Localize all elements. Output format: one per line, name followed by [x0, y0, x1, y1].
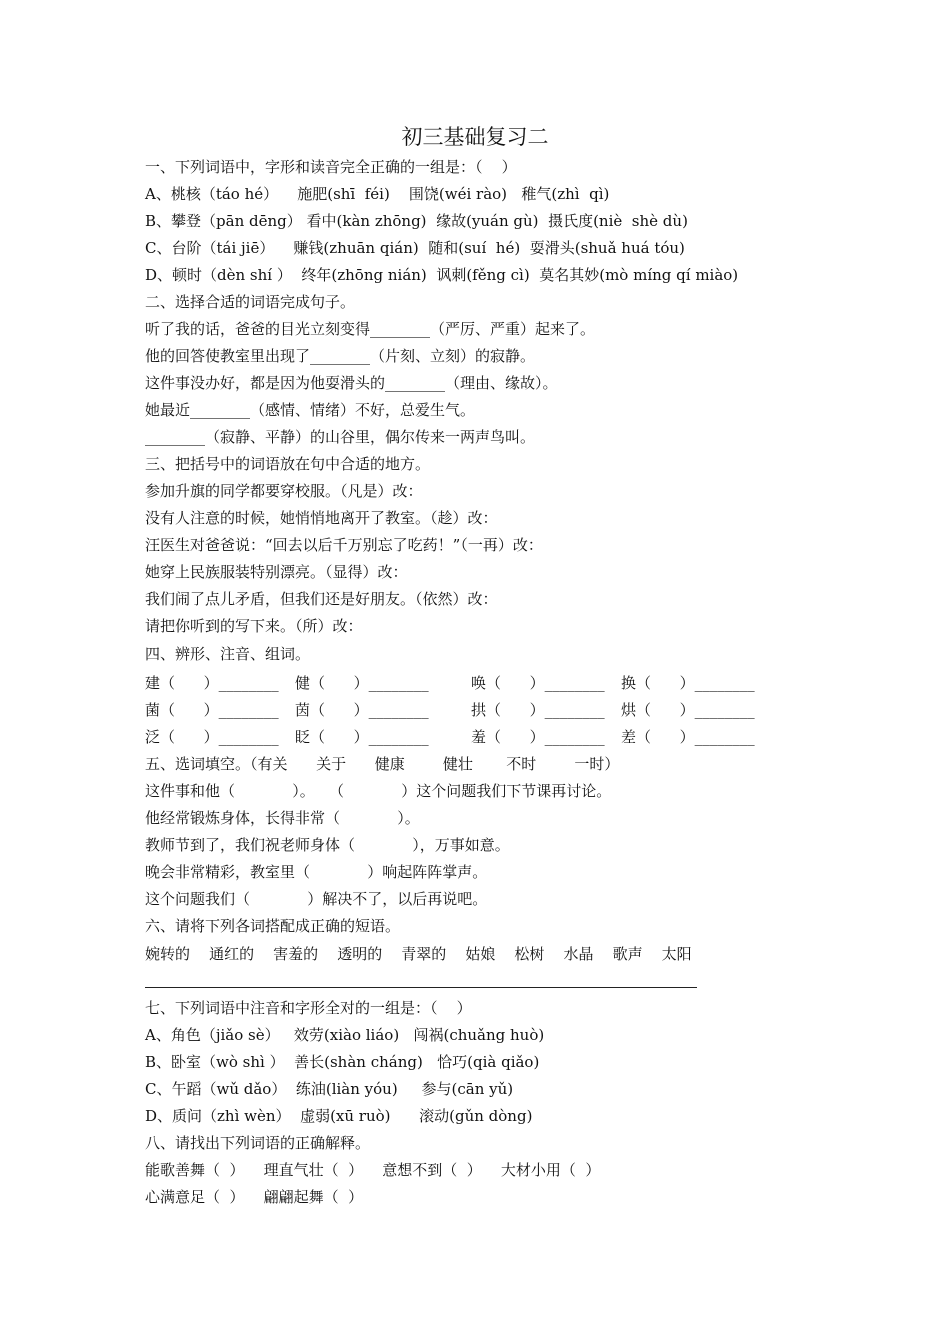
section-5-line: 他经常锻炼身体，长得非常（ ）。	[145, 809, 420, 827]
section-3-line: 汪医生对爸爸说：“回去以后千万别忘了吃药！”（一再）改：	[145, 536, 543, 554]
section-1-option-a: A、桃核（táo hé） 施肥(shī féi) 围饶(wéi rào) 稚气(zhì qì)	[145, 185, 610, 203]
section-3-line: 我们闹了点儿矛盾，但我们还是好朋友。（依然）改：	[145, 590, 498, 608]
section-7-heading: 七、下列词语中注音和字形全对的一组是：（ ）	[145, 999, 472, 1017]
section-4-cell: 泛（ ）________	[145, 728, 279, 746]
section-7-option-a: A、角色（jiǎo sè） 效劳(xiào liáo) 闯祸(chuǎng huò)	[145, 1026, 545, 1044]
section-5-line: 这个问题我们（ ）解决不了，以后再说吧。	[145, 890, 488, 908]
section-5-line: 教师节到了，我们祝老师身体（ ），万事如意。	[145, 836, 510, 854]
section-3-line: 她穿上民族服装特别漂亮。（显得）改：	[145, 563, 408, 581]
section-4-cell: 拱（ ）________	[471, 701, 605, 719]
section-2-line: 听了我的话，爸爸的目光立刻变得________（严厉、严重）起来了。	[145, 320, 596, 338]
section-1-option-d: D、顿时（dèn shí ） 终年(zhōng nián) 讽刺(fěng cì) 莫名其妙(mò míng qí miào)	[145, 266, 739, 284]
page-title: 初三基础复习二	[401, 125, 549, 149]
section-4-cell: 建（ ）________	[145, 674, 279, 692]
section-8-line: 能歌善舞（ ） 理直气壮（ ） 意想不到（ ） 大材小用（ ）	[145, 1161, 601, 1179]
section-4-cell: 菌（ ）________	[145, 701, 279, 719]
answer-line	[145, 987, 697, 988]
section-6-word-list: 婉转的 通红的 害羞的 透明的 青翠的 姑娘 松树 水晶 歌声 太阳	[145, 945, 692, 963]
section-4-cell: 茵（ ）________	[295, 701, 429, 719]
section-2-line: ________（寂静、平静）的山谷里，偶尔传来一两声鸟叫。	[145, 428, 536, 446]
section-7-option-c: C、午蹈（wǔ dǎo） 练油(liàn yóu) 参与(cān yǔ)	[145, 1080, 514, 1098]
section-1-heading: 一、下列词语中，字形和读音完全正确的一组是：（ ）	[145, 158, 517, 176]
section-2-line: 他的回答使教室里出现了________（片刻、立刻）的寂静。	[145, 347, 536, 365]
section-4-cell: 换（ ）________	[621, 674, 755, 692]
section-5-heading: 五、选词填空。（有关 关于 健康 健壮 不时 一时）	[145, 755, 620, 773]
section-3-line: 没有人注意的时候，她悄悄地离开了教室。（趁）改：	[145, 509, 498, 527]
section-2-line: 她最近________（感情、情绪）不好，总爱生气。	[145, 401, 476, 419]
section-4-cell: 差（ ）________	[621, 728, 755, 746]
section-4-heading: 四、辨形、注音、组词。	[145, 645, 311, 663]
section-1-option-b: B、攀登（pān dēng） 看中(kàn zhōng) 缘故(yuán gù) 摄氏度(niè shè dù)	[145, 212, 688, 230]
section-5-line: 这件事和他（ ）。 （ ）这个问题我们下节课再讨论。	[145, 782, 612, 800]
section-4-cell: 唤（ ）________	[471, 674, 605, 692]
section-8-heading: 八、请找出下列词语的正确解释。	[145, 1134, 371, 1152]
section-7-option-b: B、卧室（wò shì ） 善长(shàn cháng) 恰巧(qià qiǎo)	[145, 1053, 540, 1071]
section-3-line: 请把你听到的写下来。（所）改：	[145, 617, 363, 635]
section-2-heading: 二、选择合适的词语完成句子。	[145, 293, 356, 311]
section-1-option-c: C、台阶（tái jiē） 赚钱(zhuān qián) 随和(suí hé) 耍滑头(shuǎ huá tóu)	[145, 239, 685, 257]
section-7-option-d: D、质问（zhì wèn） 虚弱(xū ruò) 滚动(gǔn dòng)	[145, 1107, 533, 1125]
section-4-cell: 羞（ ）________	[471, 728, 605, 746]
section-6-heading: 六、请将下列各词搭配成正确的短语。	[145, 917, 401, 935]
section-5-line: 晚会非常精彩，教室里（ ）响起阵阵掌声。	[145, 863, 488, 881]
section-3-heading: 三、把括号中的词语放在句中合适的地方。	[145, 455, 431, 473]
section-4-cell: 眨（ ）________	[295, 728, 429, 746]
section-2-line: 这件事没办好，都是因为他耍滑头的________（理由、缘故）。	[145, 374, 558, 392]
section-4-cell: 烘（ ）________	[621, 701, 755, 719]
section-8-line: 心满意足（ ） 翩翩起舞（ ）	[145, 1188, 364, 1206]
section-4-cell: 健（ ）________	[295, 674, 429, 692]
section-3-line: 参加升旗的同学都要穿校服。（凡是）改：	[145, 482, 423, 500]
